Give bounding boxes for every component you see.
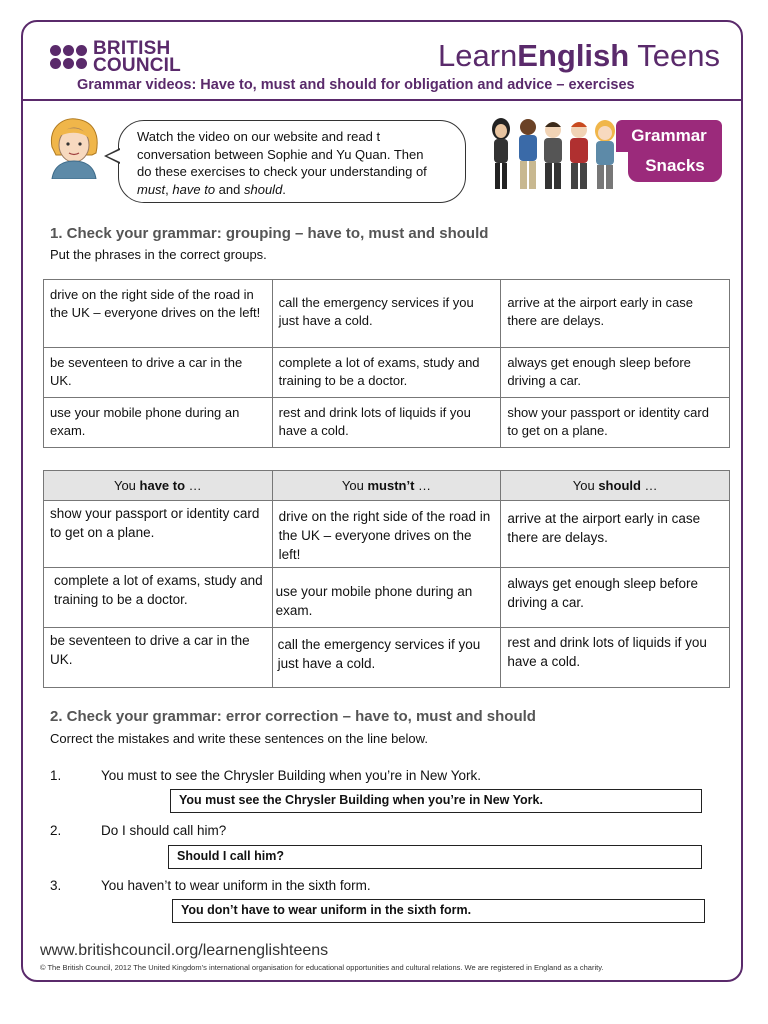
learnenglish-teens-brand <box>438 38 720 74</box>
intro-speech-bubble <box>118 120 466 203</box>
answer-cell: use your mobile phone during an exam. <box>272 568 501 628</box>
phrase-cell: use your mobile phone during an exam. <box>44 398 273 448</box>
answer-cell: always get enough sleep before driving a car. <box>501 568 730 628</box>
phrase-cell: be seventeen to drive a car in the UK. <box>44 348 273 398</box>
question-text: Do I should call him? <box>101 823 227 838</box>
answer-cell: show your passport or identity card to get on a plane. <box>44 501 273 568</box>
section1-instruction: Put the phrases in the correct groups. <box>50 247 267 262</box>
brand-english: English <box>517 38 630 73</box>
intro-line3: do these exercises to check your understanding of <box>137 164 427 179</box>
answer-cell: arrive at the airport early in case there are delays. <box>501 501 730 568</box>
column-have-to: You have to … <box>44 471 273 501</box>
answer-cell: be seventeen to drive a car in the UK. <box>44 628 273 688</box>
phrase-cell: always get enough sleep before driving a car. <box>501 348 730 398</box>
question-text: You haven’t to wear uniform in the sixth form. <box>101 878 371 893</box>
phrase-cell: complete a lot of exams, study and training to be a doctor. <box>272 348 501 398</box>
logo-dots <box>50 45 87 69</box>
answer-groups-table <box>43 470 730 688</box>
intro-line1: Watch the video on our website and read t <box>137 129 381 144</box>
column-should: You should … <box>501 471 730 501</box>
phrase-cell: show your passport or identity card to get on a plane. <box>501 398 730 448</box>
answer-cell: complete a lot of exams, study and training to be a doctor. <box>44 568 273 628</box>
section2-title: 2. Check your grammar: error correction – have to, must and should <box>50 708 536 725</box>
grammar-snacks-badge <box>616 120 722 188</box>
footer-copyright: © The British Council, 2012 The United Kingdom’s international organisation for educational opportunities and cultural relations. We are registered in England as a charity. <box>40 963 604 972</box>
phrase-cell: drive on the right side of the road in the UK – everyone drives on the left! <box>44 280 273 348</box>
brand-learn: Learn <box>437 38 518 73</box>
table-row <box>44 348 730 398</box>
footer-url[interactable]: www.britishcouncil.org/learnenglishteens <box>40 942 329 959</box>
grammar-snacks-characters-icon <box>487 115 622 193</box>
question-number: 3. <box>50 878 62 893</box>
table-row <box>44 398 730 448</box>
badge-grammar: Grammar <box>616 120 722 152</box>
intro-line4: must, have to and should. <box>137 181 286 197</box>
sophie-avatar-icon <box>46 117 102 179</box>
answer-cell: call the emergency services if you just have a cold. <box>272 628 501 688</box>
page-subtitle: Grammar videos: Have to, must and should for obligation and advice – exercises <box>77 77 635 93</box>
phrase-cell: rest and drink lots of liquids if you have a cold. <box>272 398 501 448</box>
answer-cell: rest and drink lots of liquids if you have a cold. <box>501 628 730 688</box>
answer-line[interactable]: You must see the Chrysler Building when you’re in New York. <box>170 789 702 813</box>
logo-line1: BRITISH <box>93 38 171 59</box>
logo-line2: COUNCIL <box>93 55 181 76</box>
brand-teens: Teens <box>629 38 720 73</box>
phrases-table <box>43 279 730 448</box>
intro-line2: conversation between Sophie and Yu Quan. Then <box>137 146 424 162</box>
section2-instruction: Correct the mistakes and write these sentences on the line below. <box>50 731 428 746</box>
table-header-row <box>44 471 730 501</box>
table-row <box>44 568 730 628</box>
table-row <box>44 501 730 568</box>
question-number: 1. <box>50 768 62 783</box>
phrase-cell: call the emergency services if you just have a cold. <box>272 280 501 348</box>
table-row <box>44 628 730 688</box>
phrase-cell: arrive at the airport early in case there are delays. <box>501 280 730 348</box>
column-mustnt: You mustn’t … <box>272 471 501 501</box>
answer-cell: drive on the right side of the road in the UK – everyone drives on the left! <box>272 501 501 568</box>
british-council-logo <box>50 40 181 74</box>
badge-snacks: Snacks <box>628 152 722 182</box>
question-number: 2. <box>50 823 62 838</box>
section1-title: 1. Check your grammar: grouping – have to, must and should <box>50 225 489 242</box>
question-text: You must to see the Chrysler Building when you’re in New York. <box>101 768 481 783</box>
answer-line[interactable]: Should I call him? <box>168 845 702 869</box>
answer-line[interactable]: You don’t have to wear uniform in the sixth form. <box>172 899 705 923</box>
table-row <box>44 280 730 348</box>
header-divider <box>23 99 743 101</box>
